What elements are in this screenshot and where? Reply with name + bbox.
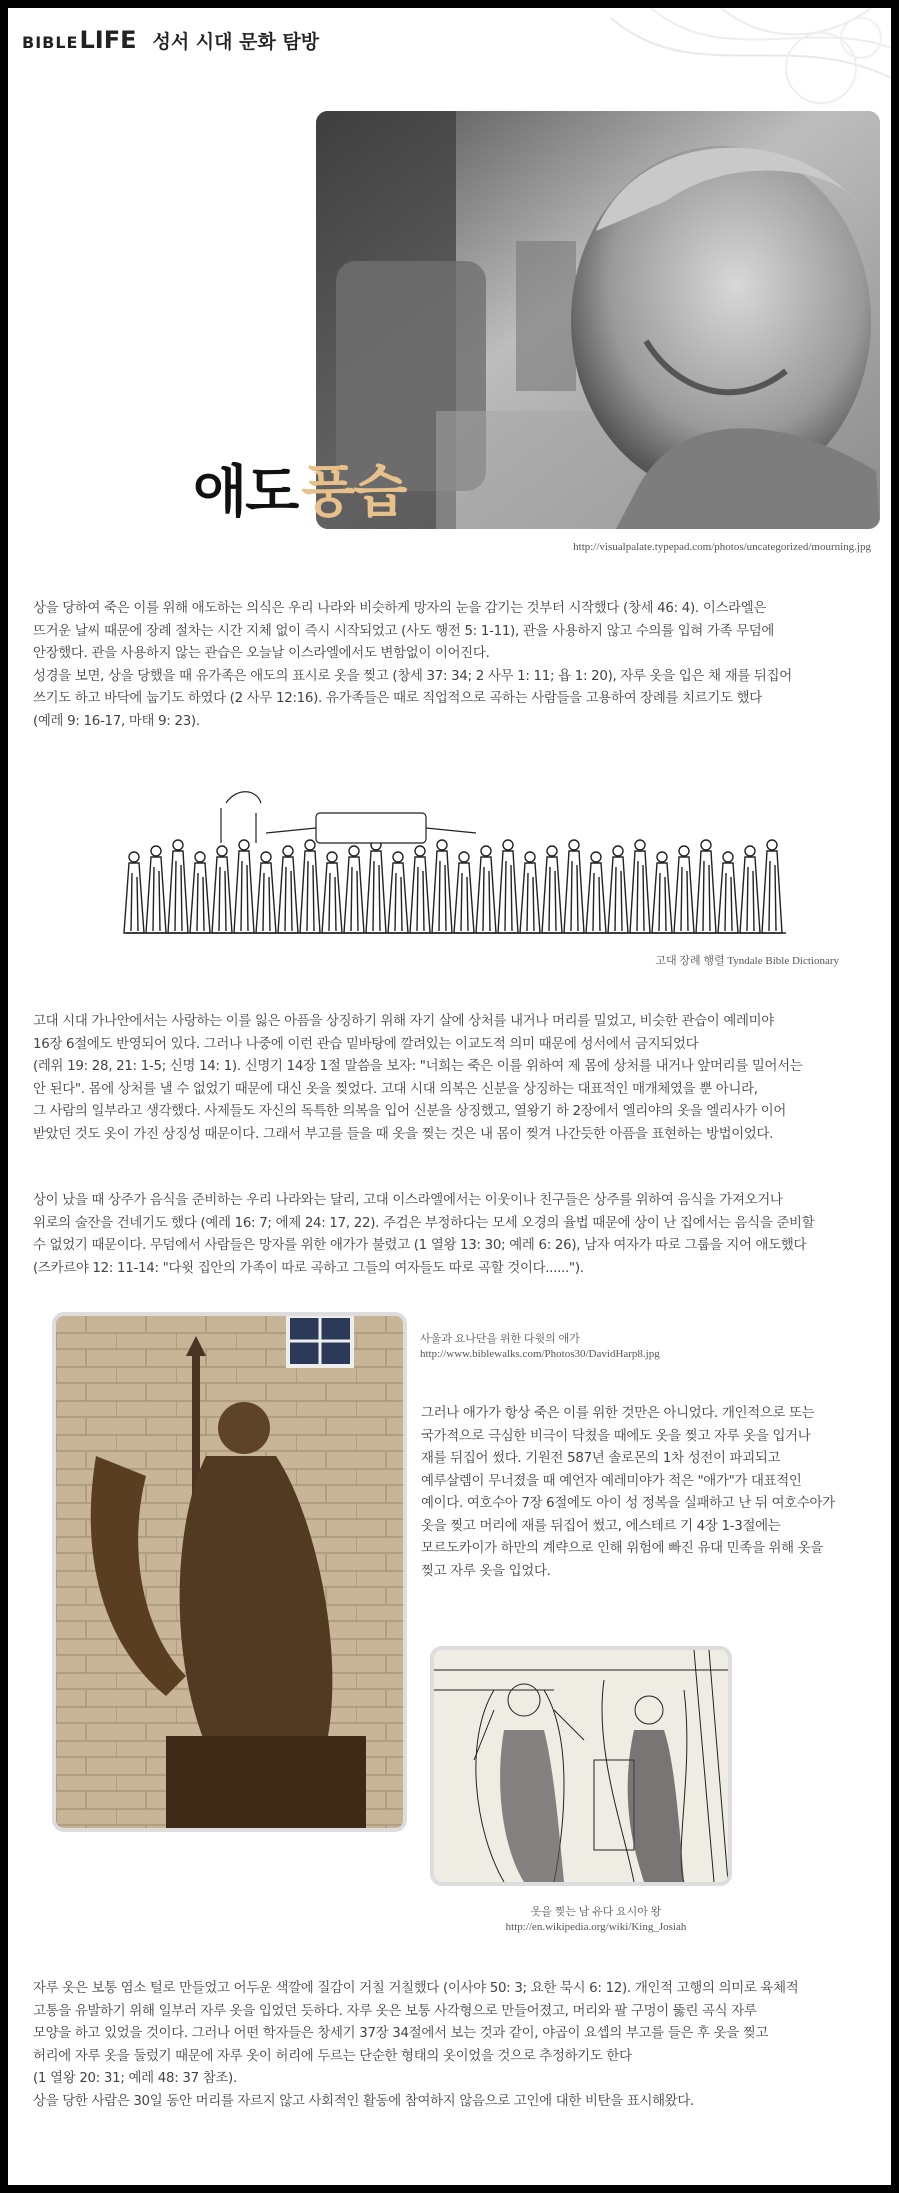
text-line: 상을 당한 사람은 30일 동안 머리를 자르지 않고 사회적인 활동에 참여하지 않음으로 고인에 대한 비탄을 표시해왔다. xyxy=(33,2093,694,2109)
procession-figure-head xyxy=(459,852,469,862)
procession-figure-body xyxy=(498,851,518,933)
text-line: 허리에 자루 옷을 둘렀기 때문에 자루 옷이 허리에 두르는 단순한 형태의 옷이었을 것으로 추정하기도 한다 xyxy=(33,2048,632,2064)
procession-figure-body xyxy=(652,863,672,933)
text-line: (1 열왕 20: 31; 예레 48: 37 참조). xyxy=(33,2071,237,2086)
procession-figure-body xyxy=(366,851,386,933)
procession-figure-head xyxy=(569,840,579,850)
david-caption-title: 사울과 요나단을 위한 다윗의 애가 xyxy=(420,1333,580,1345)
text-line: 고통을 유발하기 위해 일부러 자루 옷을 입었던 듯하다. 자루 옷은 보통 사각형으로 만들어졌고, 머리와 팔 구멍이 뚫린 곡식 자루 xyxy=(33,2003,757,2019)
text-line: 자루 옷은 보통 염소 털로 만들었고 어두운 색깔에 질감이 거칠 거칠했다 (이사야 50: 3; 요한 묵시 6: 12). 개인적 고행의 의미로 육체적 xyxy=(33,1981,799,1996)
procession-figure-body xyxy=(520,863,540,933)
king-david-harp-statue-icon xyxy=(56,1316,403,1828)
hero-source-caption: http://visualpalate.typepad.com/photos/uncategorized/mourning.jpg xyxy=(573,541,871,553)
text-line: 재를 뒤집어 썼다. 기원전 587년 솔로몬의 1차 성전이 파괴되고 xyxy=(421,1451,781,1466)
procession-figure-body xyxy=(718,863,738,933)
text-line: 모양을 하고 있었을 것이다. 그러나 어떤 학자들은 창세기 37장 34절에서 보는 것과 같이, 야곱이 요셉의 부고를 들은 후 옷을 찢고 xyxy=(33,2026,769,2041)
text-line: 옷을 찢고 머리에 재를 뒤집어 썼고, 에스테르 기 4장 1-3절에는 xyxy=(421,1518,781,1534)
procession-figure-body xyxy=(234,851,254,933)
procession-figure-head xyxy=(283,846,293,856)
procession-figure-head xyxy=(503,840,513,850)
procession-figure-head xyxy=(151,846,161,856)
procession-figure-head xyxy=(129,852,139,862)
page-frame xyxy=(8,8,891,2185)
header xyxy=(22,26,319,56)
procession-figure-body xyxy=(454,863,474,933)
text-line: 받았던 것도 옷이 가진 상징성 때문이다. 그래서 부고를 들을 때 옷을 찢는 것은 내 몸이 찢겨 나간듯한 아픔을 표현하는 방법이었다. xyxy=(33,1126,774,1142)
text-line: 고대 시대 가나안에서는 사랑하는 이를 잃은 아픔을 상징하기 위해 자기 살에 상처를 내거나 머리를 밀었고, 비슷한 관습이 예레미야 xyxy=(33,1014,774,1029)
procession-figure-body xyxy=(256,863,276,933)
text-line: 국가적으로 극심한 비극이 닥쳤을 때에도 옷을 찢고 자루 옷을 입거나 xyxy=(421,1428,811,1444)
procession-figure-body xyxy=(542,857,562,933)
procession-figure-body xyxy=(278,857,298,933)
procession-figure-head xyxy=(327,852,337,862)
procession-figure-body xyxy=(344,857,364,933)
text-line: 쓰기도 하고 바닥에 눕기도 하였다 (2 사무 12:16). 유가족들은 때로 직업적으로 곡하는 사람들을 고용하여 장례를 치르기도 했다 xyxy=(33,691,762,706)
procession-figure-head xyxy=(305,840,315,850)
procession-figure-head xyxy=(239,840,249,850)
josiah-caption-url: http://en.wikipedia.org/wiki/King_Josiah xyxy=(505,1921,687,1933)
procession-figure-body xyxy=(168,851,188,933)
text-line: 안 된다". 몸에 상처를 낼 수 없었기 때문에 대신 옷을 찢었다. 고대 시대 의복은 신분을 상징하는 대표적인 매개체였을 뿐 아니라, xyxy=(33,1081,758,1097)
procession-figure-head xyxy=(349,846,359,856)
brand-bible: BIBLE xyxy=(22,33,79,52)
procession-figure-body xyxy=(212,857,232,933)
text-line: 위로의 술잔을 건네기도 했다 (예레 16: 7; 에제 24: 17, 22). 주검은 부정하다는 모세 오경의 율법 때문에 상이 난 집에서는 음식을 준비할 xyxy=(33,1215,815,1231)
text-line: 16장 6절에도 반영되어 있다. 그러나 나중에 이런 관습 밑바탕에 깔려있는 이교도적 의미 때문에 성서에서 금지되었다 xyxy=(33,1036,699,1052)
procession-figure-head xyxy=(481,846,491,856)
procession-figure-body xyxy=(300,851,320,933)
text-line: 상을 당하여 죽은 이를 위해 애도하는 의식은 우리 나라와 비슷하게 망자의 눈을 감기는 것부터 시작했다 (창세 46: 4). 이스라엘은 xyxy=(33,601,767,616)
procession-figure-body xyxy=(740,857,760,933)
text-line: 그러나 애가가 항상 죽은 이를 위한 것만은 아니었다. 개인적으로 또는 xyxy=(421,1406,815,1421)
david-caption xyxy=(420,1332,660,1362)
josiah-caption-title: 옷을 찢는 남 유다 요시아 왕 xyxy=(530,1906,662,1918)
procession-figure-head xyxy=(525,852,535,862)
procession-figure-body xyxy=(564,851,584,933)
procession-figure-head xyxy=(195,852,205,862)
text-line: 성경을 보면, 상을 당했을 때 유가족은 애도의 표시로 옷을 찢고 (창세 37: 34; 2 사무 1: 11; 욥 1: 20), 자루 옷을 입은 채 재를 뒤집어 xyxy=(33,668,792,684)
procession-figure-head xyxy=(261,852,271,862)
david-statue-photo xyxy=(52,1312,407,1832)
text-line: 안장했다. 관을 사용하지 않는 관습은 오늘날 이스라엘에서도 변함없이 이어진다. xyxy=(33,646,490,661)
header-subtitle: 성서 시대 문화 탐방 xyxy=(152,31,320,53)
procession-figure-body xyxy=(696,851,716,933)
brand-life: LIFE xyxy=(79,26,137,54)
josiah-caption xyxy=(496,1905,696,1935)
text-line: 뜨거운 날씨 때문에 장례 절차는 시간 지체 없이 즉시 시작되었고 (사도 행전 5: 1-11), 관을 사용하지 않고 수의를 입혀 가족 무덤에 xyxy=(33,623,775,639)
paragraph-4 xyxy=(421,1403,883,1583)
procession-figure-body xyxy=(674,857,694,933)
procession-figure-head xyxy=(723,852,733,862)
procession-figure-body xyxy=(146,857,166,933)
procession-figure-head xyxy=(173,840,183,850)
text-line: (레위 19: 28, 21: 1-5; 신명 14: 1). 신명기 14장 1절 말씀을 보자: "너희는 죽은 이를 위하여 제 몸에 상처를 내거나 앞머리를 밀어서는 xyxy=(33,1059,803,1074)
paragraph-2 xyxy=(33,1011,873,1146)
procession-figure-head xyxy=(613,846,623,856)
procession-figure-body xyxy=(762,851,782,933)
hero-title-part1: 애도 xyxy=(193,460,298,525)
text-line: 상이 났을 때 상주가 음식을 준비하는 우리 나라와는 달리, 고대 이스라엘에서는 이웃이나 친구들은 상주를 위하여 음식을 가져오거나 xyxy=(33,1193,783,1208)
procession-figure-body xyxy=(586,863,606,933)
procession-figure-body xyxy=(432,851,452,933)
procession-figure-body xyxy=(388,863,408,933)
procession-figure-body xyxy=(608,857,628,933)
procession-figure-head xyxy=(437,840,447,850)
procession-figure-head xyxy=(657,852,667,862)
hero-title-part2: 풍습 xyxy=(301,460,406,525)
procession-caption: 고대 장례 행렬 Tyndale Bible Dictionary xyxy=(655,955,839,967)
text-line: 예루살렘이 무너졌을 때 예언자 예레미야가 적은 "애가"가 대표적인 xyxy=(421,1473,802,1489)
procession-figure-head xyxy=(415,846,425,856)
procession-figure-head xyxy=(679,846,689,856)
text-line: 모르도카이가 하만의 계략으로 인해 위험에 빠진 유대 민족을 위해 옷을 xyxy=(421,1541,824,1556)
josiah-engraving xyxy=(430,1646,732,1886)
procession-figure-head xyxy=(217,846,227,856)
procession-figure-body xyxy=(630,851,650,933)
procession-figure-body xyxy=(190,863,210,933)
text-line: (즈카르야 12: 11-14: "다윗 집안의 가족이 따로 곡하고 그들의 여자들도 따로 곡할 것이다......"). xyxy=(33,1260,584,1276)
procession-figure-head xyxy=(701,840,711,850)
procession-figure-head xyxy=(393,852,403,862)
paragraph-5 xyxy=(33,1978,873,2113)
procession-figure-head xyxy=(767,840,777,850)
paragraph-3 xyxy=(33,1190,873,1280)
king-josiah-tearing-clothes-icon xyxy=(434,1650,728,1882)
procession-figure-head xyxy=(635,840,645,850)
procession-figure-head xyxy=(591,852,601,862)
text-line: 예이다. 여호수아 7장 6절에도 아이 성 정복을 실패하고 난 뒤 여호수아가 xyxy=(421,1496,835,1511)
procession-figure-body xyxy=(124,863,144,933)
funeral-procession-illustration-icon xyxy=(116,783,796,943)
text-line: 수 없었기 때문이다. 무덤에서 사람들은 망자를 위한 애가가 불렸고 (1 열왕 13: 30; 예레 6: 26), 남자 여자가 따로 그룹을 지어 애도했다 xyxy=(33,1238,807,1253)
procession-figure-body xyxy=(322,863,342,933)
procession-figure-body xyxy=(476,857,496,933)
text-line: (예레 9: 16-17, 마태 9: 23). xyxy=(33,713,200,729)
procession-figure-body xyxy=(410,857,430,933)
procession-figure-head xyxy=(547,846,557,856)
hero-title xyxy=(193,448,405,528)
text-line: 찢고 자루 옷을 입었다. xyxy=(421,1563,551,1579)
procession-figure-head xyxy=(745,846,755,856)
text-line: 그 사람의 일부라고 생각했다. 사제들도 자신의 독특한 의복을 입어 신분을 상징했고, 열왕기 하 2장에서 엘리야의 옷을 엘리사가 이어 xyxy=(33,1104,787,1119)
intro-paragraph xyxy=(33,598,873,733)
david-caption-url: http://www.biblewalks.com/Photos30/DavidHarp8.jpg xyxy=(420,1348,660,1360)
